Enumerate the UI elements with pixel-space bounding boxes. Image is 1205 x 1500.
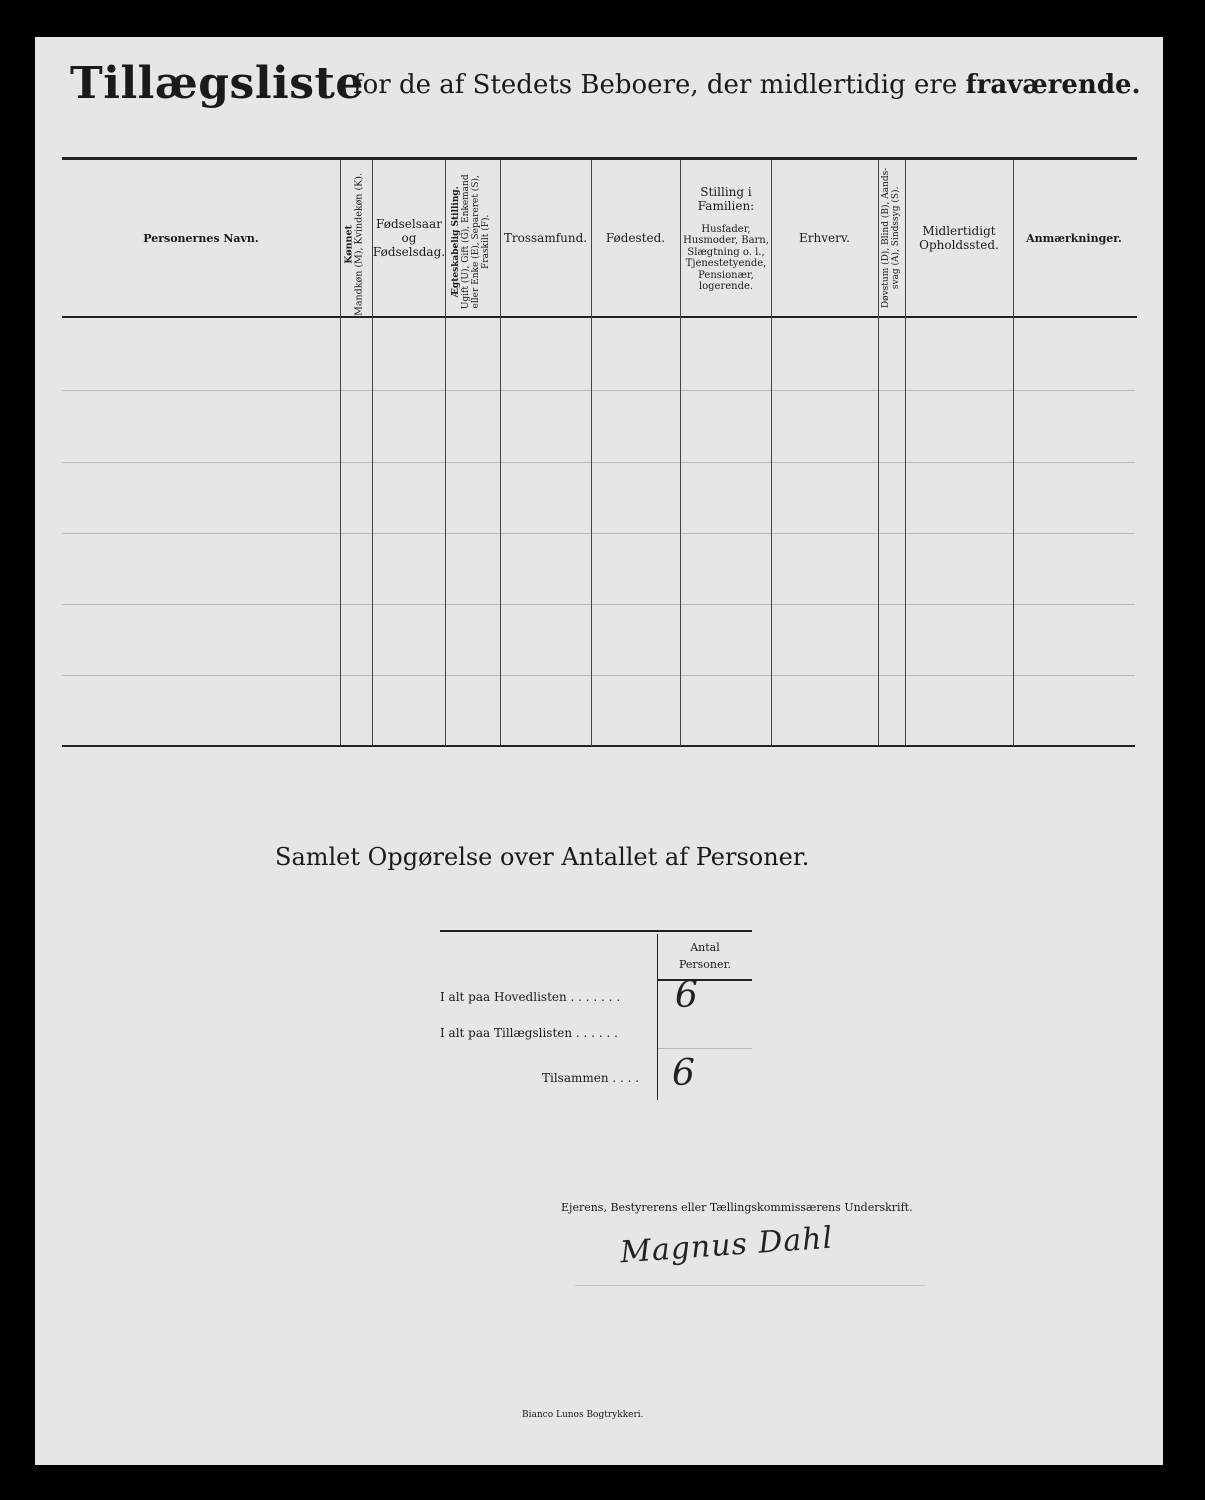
signature-handwriting: Magnus Dahl: [619, 1220, 835, 1271]
header-fodested: Fødested.: [605, 231, 666, 246]
table-bottom-rule: [62, 745, 1135, 747]
form-title: Tillægsliste: [70, 58, 364, 109]
summary-tillaegslisten-label: I alt paa Tillægslisten . . . . . .: [440, 1026, 618, 1040]
form-subtitle-emphasis: fraværende.: [965, 70, 1141, 100]
summary-row-line: [658, 1048, 752, 1049]
header-aegte-2: Ugift (U), Gift (G), Enkemand: [461, 174, 472, 310]
header-aegte-4: Fraskilt (F).: [480, 214, 491, 269]
header-kjonn-title: Kønnet: [343, 225, 355, 264]
table-row-line: [62, 462, 1135, 463]
form-subtitle: [353, 70, 1141, 100]
summary-tilsammen-value: 6: [672, 1053, 695, 1094]
column-divider: [878, 160, 879, 746]
table-top-rule: [62, 157, 1137, 160]
table-row-line: [62, 604, 1135, 605]
summary-title: Samlet Opgørelse over Antallet af Personer.: [275, 843, 810, 871]
summary-divider: [657, 934, 658, 1100]
header-fodsel: Fødselsaar og Fødselsdag.: [372, 217, 446, 259]
column-divider: [680, 160, 681, 746]
column-divider: [340, 160, 341, 746]
table-header-rule: [62, 316, 1137, 318]
table-row-line: [62, 675, 1135, 676]
header-aegteskab: [452, 167, 492, 317]
header-stilling-title: Stilling i Familien:: [697, 185, 755, 213]
header-aegte-title: Ægteskabelig Stilling.: [451, 186, 462, 298]
header-stilling-body: Husfader, Husmoder, Barn, Slægtning o. l., Tjenestetyende, Pensionær, logerende.: [683, 223, 769, 292]
header-dovstum: [882, 163, 902, 313]
column-divider: [445, 160, 446, 746]
table-row-line: [62, 390, 1135, 391]
summary-hovedlisten-label: I alt paa Hovedlisten . . . . . . .: [440, 990, 621, 1004]
column-divider: [905, 160, 906, 746]
header-kjonn: [345, 169, 366, 319]
summary-tilsammen-label: Tilsammen . . . .: [542, 1071, 640, 1085]
header-erhverv: Erhverv.: [798, 231, 850, 246]
header-aegte-3: eller Enke (E), Separeret (S),: [471, 175, 481, 309]
summary-header-rule: [658, 979, 752, 981]
header-dov-2: svag (A), Sindssyg (S).: [891, 186, 901, 290]
header-trossamfund: Trossamfund.: [503, 231, 588, 246]
summary-top-rule: [440, 930, 752, 932]
signature-line: [575, 1285, 925, 1286]
printer-imprint: Bianco Lunos Bogtrykkeri.: [522, 1410, 644, 1420]
header-dov-1: Døvstum (D), Blind (B), Aands-: [881, 167, 892, 309]
header-anmaerkninger: Anmærkninger.: [1026, 231, 1122, 245]
header-navn: Personernes Navn.: [143, 231, 259, 245]
signature-label: Ejerens, Bestyrerens eller Tællingskommissærens Underskrift.: [561, 1201, 913, 1214]
form-subtitle-text: for de af Stedets Beboere, der midlertidig ere: [353, 70, 958, 100]
summary-hovedlisten-value: 6: [675, 975, 698, 1016]
summary-col-header: Antal Personer.: [678, 941, 732, 971]
table-row-line: [62, 533, 1135, 534]
header-midlertidigt: Midlertidigt Opholdssted.: [919, 224, 999, 252]
header-kjonn-sub: Mandkøn (M), Kvindekøn (K).: [354, 173, 365, 316]
